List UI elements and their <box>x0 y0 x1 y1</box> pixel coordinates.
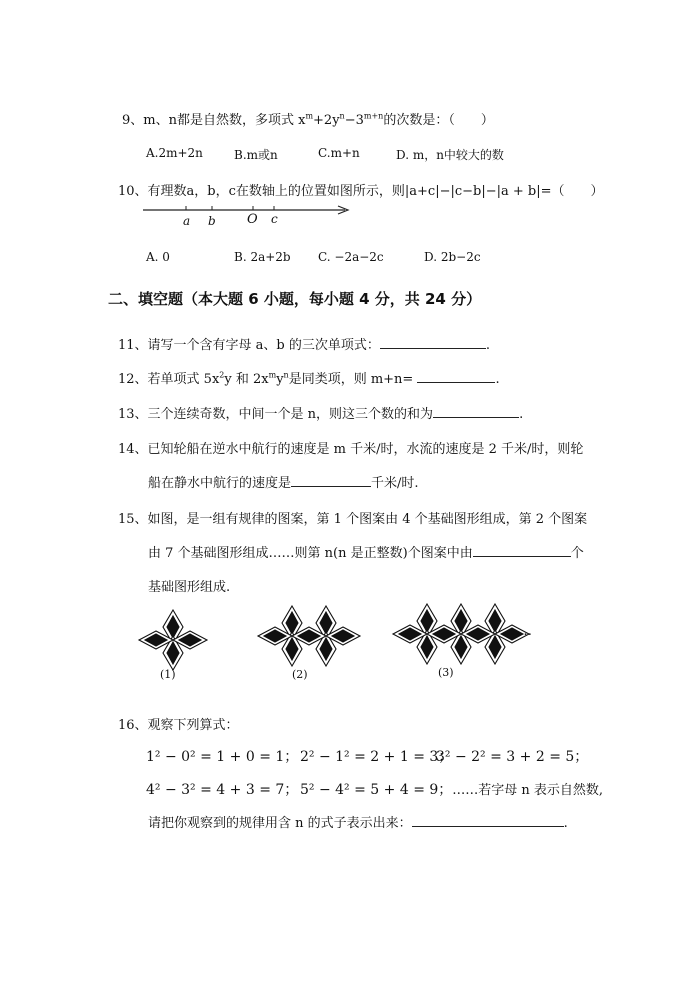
q15-answer-blank[interactable] <box>473 544 571 557</box>
q10-option-a: A. 0 <box>146 250 170 264</box>
figure-label-2: (2) <box>292 668 308 681</box>
q12: 12、若单项式 $5x^2y$ 和 $2x^my^n$是同类项，则 m+n= . <box>118 370 500 387</box>
q16-eq4: 4² − 3² = 4 + 3 = 7； <box>146 782 299 798</box>
q15-line1: 15、如图，是一组有规律的图案，第 1 个图案由 4 个基础图形组成，第 2 个图案 <box>118 512 588 527</box>
q9-option-b: B.m或n <box>234 148 278 162</box>
q16-intro: 16、观察下列算式： <box>118 718 239 733</box>
q15-line2: 由 7 个基础图形组成……则第 n(n 是正整数)个图案中由 个 <box>148 546 584 561</box>
q9-option-a: A.2m+2n <box>146 146 203 160</box>
q12-answer-blank[interactable] <box>417 370 495 383</box>
axis-label-b: b <box>208 214 216 228</box>
q13-answer-blank[interactable] <box>433 405 519 418</box>
q10-option-c: C. −2a−2c <box>318 250 384 264</box>
figure-label-3: (3) <box>438 666 454 679</box>
q10-option-d: D. 2b−2c <box>424 250 481 264</box>
pattern-figure-1 <box>136 609 210 671</box>
pattern-figure-2 <box>255 605 363 667</box>
q14-line1: 14、已知轮船在逆水中航行的速度是 m 千米/时，水流的速度是 2 千米/时，则轮 <box>118 442 584 457</box>
axis-label-a: a <box>183 214 191 228</box>
q9-stem: 9、m、n都是自然数，多项式 $x^m+2y^n-3^{m+n}$的次数是：（ ） <box>122 111 494 128</box>
pattern-ellipsis: …… <box>506 624 532 639</box>
q14-answer-blank[interactable] <box>291 474 371 487</box>
figure-label-1: (1) <box>160 668 176 681</box>
q16-eq3: 3² − 2² = 3 + 2 = 5； <box>436 749 589 765</box>
axis-label-c: c <box>271 212 278 226</box>
q16-eq2: 2² − 1² = 2 + 1 = 3； <box>300 749 453 765</box>
q9-option-c: C.m+n <box>318 146 360 160</box>
q11-answer-blank[interactable] <box>380 336 486 349</box>
section-heading: 二、填空题（本大题 6 小题，每小题 4 分，共 24 分） <box>108 290 482 308</box>
q15-line3: 基础图形组成. <box>148 580 231 595</box>
q16-last: 请把你观察到的规律用含 n 的式子表示出来： . <box>148 816 568 831</box>
q11: 11、请写一个含有字母 a、b 的三次单项式： . <box>118 338 491 353</box>
q10-stem: 10、有理数a，b，c在数轴上的位置如图所示，则|a+c|−|c−b|−|a + b|=（ ） <box>118 184 604 199</box>
axis-label-o: O <box>247 212 258 227</box>
q14-line2: 船在静水中航行的速度是 千米/时. <box>148 476 419 491</box>
q9-option-d: D. m，n中较大的数 <box>396 148 504 162</box>
q10-option-b: B. 2a+2b <box>234 250 291 264</box>
q13: 13、三个连续奇数，中间一个是 n，则这三个数的和为 . <box>118 407 524 422</box>
q16-eq1: 1² − 0² = 1 + 0 = 1； <box>146 749 299 765</box>
q16-answer-blank[interactable] <box>412 814 564 827</box>
q16-eq5: 5² − 4² = 5 + 4 = 9；……若字母 n 表示自然数, <box>300 782 604 798</box>
